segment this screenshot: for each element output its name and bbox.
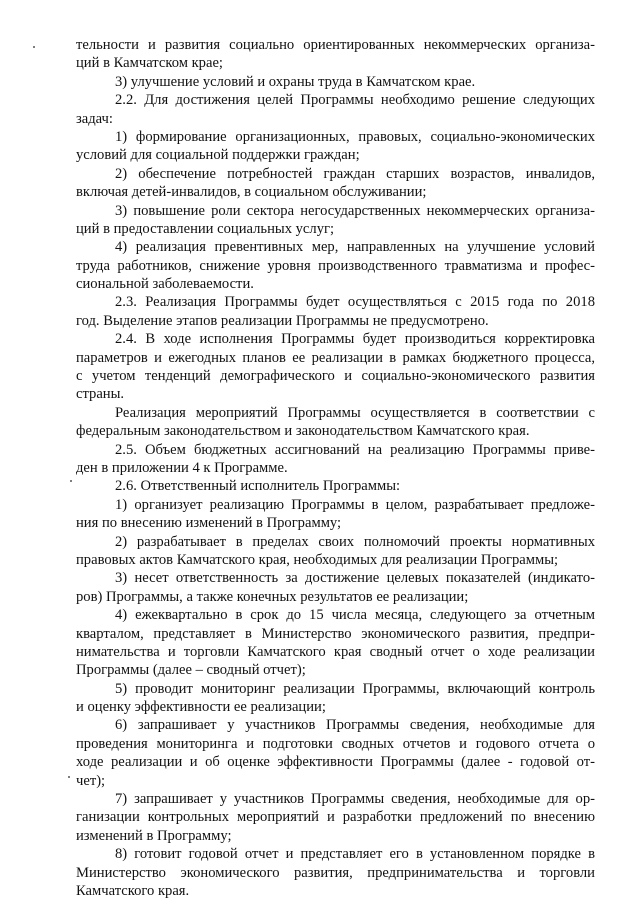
text-line: год. Выделение этапов реализации Программы не предусмотрено. [76,312,489,329]
text-line: 6) запрашивает у участников Программы сведения, необходимые для [115,717,595,734]
text-line: Реализация мероприятий Программы осуществляется в соответствии с [115,404,595,421]
text-line: чет); [76,772,106,789]
text-line: Программы (далее – сводный отчет); [76,662,306,679]
scan-speck [68,776,70,778]
text-line: и оценку эффективности ее реализации; [76,699,326,716]
text-line: 2) разрабатывает в пределах своих полномочий проекты нормативных [115,533,595,550]
text-line: ров) Программы, а также конечных результатов ее реализации; [76,588,469,605]
text-line: правовых актов Камчатского края, необходимых для реализации Программы; [76,551,559,568]
text-line: 8) готовит годовой отчет и представляет его в установленном порядке в [115,846,595,863]
text-line: ходе реализации и об оценке эффективности Программы (далее - годовой от- [76,754,595,771]
text-line: 2.6. Ответственный исполнитель Программы: [115,478,401,495]
text-line: ния по внесению изменений в Программу; [76,515,342,532]
text-line: кварталом, представляет в Министерство экономического развития, предпри- [76,625,595,642]
text-line: 2.3. Реализация Программы будет осуществляться с 2015 года по 2018 [115,294,595,311]
text-line: 4) ежеквартально в срок до 15 числа месяца, следующего за отчетным [115,607,595,624]
text-line: параметров и ежегодных планов ее реализации в рамках бюджетного процесса, [76,349,595,366]
text-line: 1) организует реализацию Программы в целом, разрабатывает предложе- [115,496,595,513]
text-line: задач: [76,110,113,127]
document-text [76,36,595,900]
text-line: 2.5. Объем бюджетных ассигнований на реализацию Программы приве- [115,441,595,458]
text-line: 1) формирование организационных, правовых, социально-экономических [115,128,595,145]
text-line: 2) обеспечение потребностей граждан старших возрастов, инвалидов, [115,165,595,182]
text-line: 2.4. В ходе исполнения Программы будет производиться корректировка [115,331,595,348]
text-line: Камчатского края. [76,882,190,899]
text-line: 3) повышение роли сектора негосударственных некоммерческих организа- [115,202,595,219]
text-line: 4) реализация превентивных мер, направленных на улучшение условий [115,239,595,256]
text-line: 3) улучшение условий и охраны труда в Камчатском крае. [115,73,476,90]
text-line: ден в приложении 4 к Программе. [76,459,288,476]
text-line: федеральным законодательством и законодательством Камчатского края. [76,423,530,440]
text-line: ций в предоставлении социальных услуг; [76,220,335,237]
text-line: 7) запрашивает у участников Программы сведения, необходимые для ор- [115,791,595,808]
text-line: нимательства и торговли Камчатского края сводный отчет о ходе реализации [76,643,595,660]
scan-speck [33,46,35,48]
text-line: сиональной заболеваемости. [76,276,254,293]
text-line: 3) несет ответственность за достижение целевых показателей (индикато- [115,570,595,587]
text-line: изменений в Программу; [76,827,232,844]
text-line: 2.2. Для достижения целей Программы необходимо решение следующих [115,92,595,109]
text-line: ганизации контрольных мероприятий и разработки предложений по внесению [76,809,595,826]
text-line: включая детей-инвалидов, в социальном обслуживании; [76,184,427,201]
scan-speck [70,480,72,482]
text-line: с учетом тенденций демографического и социально-экономического развития [76,368,595,385]
text-line: проведения мониторинга и подготовки сводных отчетов и годового отчета о [76,735,595,752]
text-line: 5) проводит мониторинг реализации Программы, включающий контроль [115,680,595,697]
text-line: ций в Камчатском крае; [76,55,223,72]
text-line: тельности и развития социально ориентированных некоммерческих организа- [76,37,595,53]
text-line: Министерство экономического развития, предпринимательства и торговли [76,864,595,881]
text-line: труда работников, снижение уровня производственного травматизма и профес- [76,257,595,274]
text-line: условий для социальной поддержки граждан; [76,147,360,164]
text-line: страны. [76,386,125,403]
